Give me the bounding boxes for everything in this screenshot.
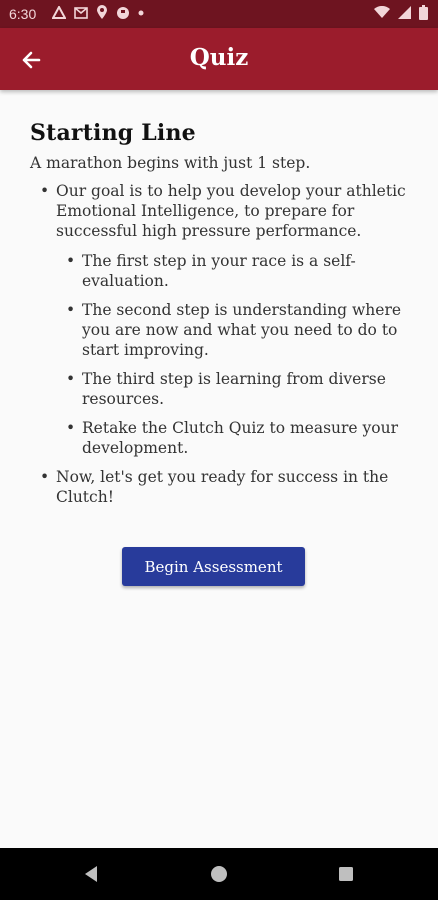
back-triangle-icon[interactable] (82, 864, 102, 884)
list-item: • The first step in your race is a self-evaluation. (82, 251, 410, 291)
bullet-list (30, 181, 410, 507)
location-icon (96, 5, 108, 20)
status-bar (0, 0, 438, 28)
recents-square-icon[interactable] (336, 864, 356, 884)
battery-icon (419, 5, 428, 20)
list-item: • The third step is learning from diverse resources. (82, 369, 410, 409)
status-icons-right (374, 5, 428, 20)
status-icons-left (52, 5, 144, 20)
section-heading: Starting Line (30, 120, 196, 146)
gmail-icon (74, 7, 88, 19)
list-item (56, 181, 410, 458)
status-time: 6:30 (9, 6, 37, 22)
signal-icon (398, 6, 411, 19)
bullet-text: Our goal is to help you develop your athletic Emotional Intelligence, to prepare for successful high pressure performance. (56, 182, 406, 240)
intro-text: A marathon begins with just 1 step. (30, 154, 311, 172)
app-icon (116, 6, 130, 20)
wifi-icon (374, 6, 390, 19)
begin-assessment-button[interactable]: Begin Assessment (122, 547, 305, 586)
system-nav-bar (0, 848, 438, 900)
list-item (56, 467, 410, 507)
app-bar (0, 28, 438, 90)
sub-bullet-list (56, 251, 410, 458)
page-title: Quiz (189, 44, 249, 71)
list-item: • The second step is understanding where you are now and what you need to do to start improving. (82, 300, 410, 360)
drive-icon (52, 6, 66, 20)
quiz-intro-content (30, 120, 410, 516)
bullet-text: Now, let's get you ready for success in the Clutch! (56, 468, 389, 506)
home-circle-icon[interactable] (209, 864, 229, 884)
list-item: • Retake the Clutch Quiz to measure your development. (82, 418, 410, 458)
dot-icon (138, 10, 144, 16)
